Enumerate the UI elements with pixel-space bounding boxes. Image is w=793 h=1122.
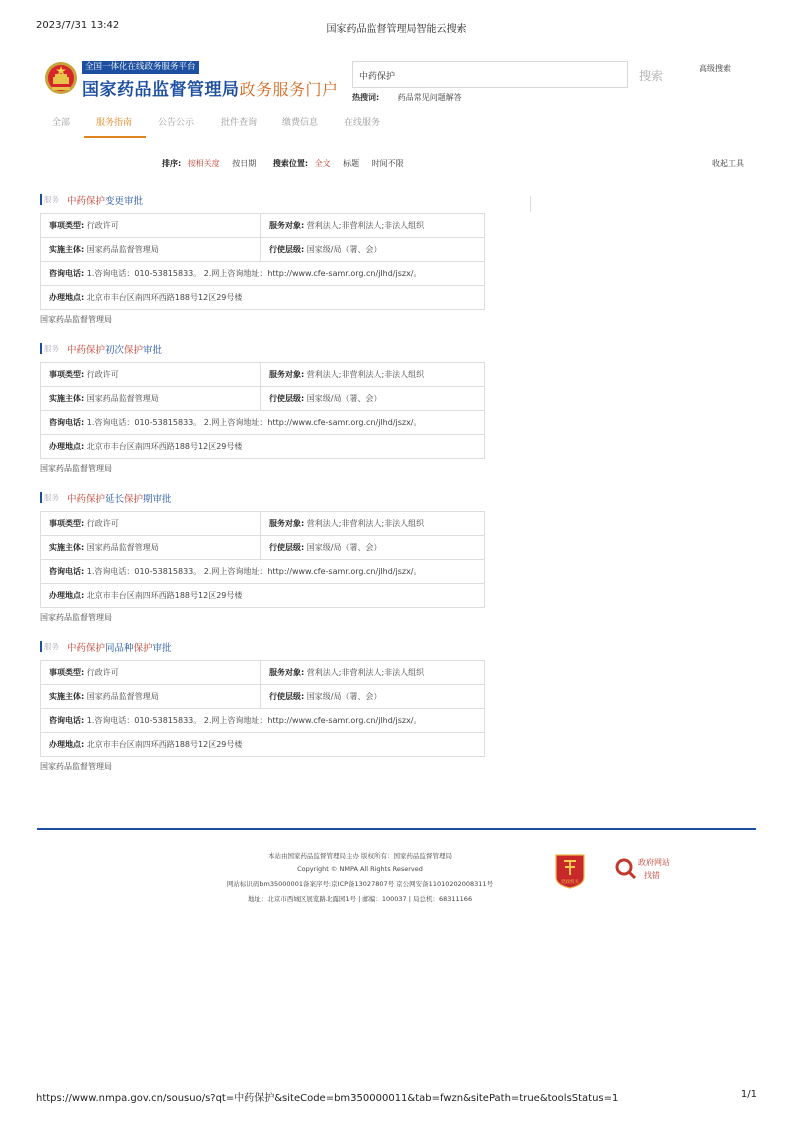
result-title-part: 中药保护 xyxy=(67,643,106,654)
result-item xyxy=(40,491,485,622)
matter-type-label: 事项类型: xyxy=(49,221,85,230)
table-row xyxy=(41,536,485,560)
result-type-tag: 服务 xyxy=(44,493,59,502)
tab-service-guide[interactable]: 服务指南 xyxy=(96,118,133,128)
result-title-link[interactable] xyxy=(67,640,172,654)
subject-cell xyxy=(41,238,261,261)
level-label: 行使层级: xyxy=(269,543,305,552)
service-target-cell xyxy=(261,363,485,386)
result-title-part: 同品种 xyxy=(105,643,134,654)
result-marker xyxy=(40,343,42,354)
subject-label: 实施主体: xyxy=(49,692,85,701)
position-title[interactable]: 标题 xyxy=(343,159,360,168)
advanced-search-link[interactable]: 高级搜索 xyxy=(699,64,731,73)
service-target-label: 服务对象: xyxy=(269,519,305,528)
sort-label: 排序: xyxy=(162,159,182,168)
result-title-part: 保护 xyxy=(133,643,153,654)
result-title-row xyxy=(40,640,485,654)
result-type-tag: 服务 xyxy=(44,344,59,353)
result-title-part: 保护 xyxy=(124,494,144,505)
result-title-link[interactable] xyxy=(67,193,143,207)
subject-value: 国家药品监督管理局 xyxy=(86,394,159,403)
result-item xyxy=(40,640,485,771)
address-label: 办理地点: xyxy=(49,293,85,302)
table-row xyxy=(41,435,485,459)
subject-value: 国家药品监督管理局 xyxy=(86,543,159,552)
address-cell xyxy=(41,435,485,458)
subject-value: 国家药品监督管理局 xyxy=(86,692,159,701)
print-page-title: 国家药品监督管理局智能云搜索 xyxy=(326,24,467,35)
party-government-badge-icon[interactable] xyxy=(554,853,586,889)
level-value: 国家级/局（署、会） xyxy=(306,245,382,254)
phone-cell xyxy=(41,709,485,732)
level-cell xyxy=(261,536,485,559)
service-target-cell xyxy=(261,512,485,535)
table-row xyxy=(41,286,485,310)
print-header xyxy=(36,20,757,34)
logo-name: 国家药品监督管理局 xyxy=(82,80,240,100)
result-detail-table xyxy=(40,213,485,310)
result-type-tag: 服务 xyxy=(44,195,59,204)
table-row xyxy=(41,512,485,536)
address-value: 北京市丰台区南四环西路188号12区29号楼 xyxy=(86,293,243,302)
service-target-cell xyxy=(261,661,485,684)
search-button[interactable]: 搜索 xyxy=(639,69,664,83)
tab-approval-query[interactable]: 批件查询 xyxy=(221,118,258,128)
service-target-label: 服务对象: xyxy=(269,668,305,677)
time-filter[interactable]: 时间不限 xyxy=(371,159,404,168)
footer-icp: 网站标识码bm35000001备案序号:京ICP备13027807号 京公网安备11010202008311号 xyxy=(226,880,494,888)
position-label: 搜索位置: xyxy=(272,159,309,168)
matter-type-cell xyxy=(41,363,261,386)
gov-site-error-link[interactable] xyxy=(614,855,678,883)
tab-payment-info[interactable]: 缴费信息 xyxy=(282,118,319,128)
result-title-part: 审批 xyxy=(152,643,172,654)
phone-label: 咨询电话: xyxy=(49,716,85,725)
result-source: 国家药品监督管理局 xyxy=(40,613,112,622)
result-title-link[interactable] xyxy=(67,491,172,505)
footer-sponsor: 本站由国家药品监督管理局主办 版权所有：国家药品监督管理局 xyxy=(267,852,453,860)
result-detail-table xyxy=(40,660,485,757)
level-value: 国家级/局（署、会） xyxy=(306,692,382,701)
result-title-part: 审批 xyxy=(143,345,163,356)
phone-label: 咨询电话: xyxy=(49,567,85,576)
service-target-value: 营利法人;非营利法人;非法人组织 xyxy=(306,668,425,677)
address-label: 办理地点: xyxy=(49,740,85,749)
result-title-row xyxy=(40,491,485,505)
result-marker xyxy=(40,641,42,652)
footer-address: 地址：北京市西城区展览路北露园1号 | 邮编：100037 | 局总机：68311166 xyxy=(247,895,473,903)
search-box xyxy=(352,61,628,88)
subject-label: 实施主体: xyxy=(49,245,85,254)
sort-by-date[interactable]: 按日期 xyxy=(232,159,257,168)
print-datetime: 2023/7/31 13:42 xyxy=(36,20,120,31)
phone-cell xyxy=(41,560,485,583)
table-row xyxy=(41,584,485,608)
subject-cell xyxy=(41,387,261,410)
subject-label: 实施主体: xyxy=(49,543,85,552)
result-title-part: 中药保护 xyxy=(67,494,106,505)
site-logo[interactable] xyxy=(44,58,344,100)
matter-type-label: 事项类型: xyxy=(49,668,85,677)
subject-value: 国家药品监督管理局 xyxy=(86,245,159,254)
phone-value: 1.咨询电话：010-53815833。 2.网上咨询地址：http://www.cfe-samr.org.cn/jlhd/jszx/。 xyxy=(86,716,422,725)
position-full-text[interactable]: 全文 xyxy=(314,159,331,168)
table-row xyxy=(41,387,485,411)
subject-cell xyxy=(41,685,261,708)
active-tab-indicator xyxy=(84,136,146,138)
collapse-tools-button[interactable]: 收起工具 xyxy=(712,159,744,168)
national-emblem-icon xyxy=(44,60,78,96)
service-target-label: 服务对象: xyxy=(269,221,305,230)
matter-type-label: 事项类型: xyxy=(49,370,85,379)
hot-search-label: 热搜词: xyxy=(352,93,380,102)
table-row xyxy=(41,363,485,387)
gov-error-title: 政府网站 xyxy=(638,858,670,867)
result-source: 国家药品监督管理局 xyxy=(40,762,112,771)
tab-announcements[interactable]: 公告公示 xyxy=(158,118,195,128)
level-label: 行使层级: xyxy=(269,692,305,701)
tab-online-service[interactable]: 在线服务 xyxy=(344,118,381,128)
phone-cell xyxy=(41,411,485,434)
level-cell xyxy=(261,685,485,708)
result-marker xyxy=(40,492,42,503)
table-row xyxy=(41,709,485,733)
result-title-part: 延长 xyxy=(105,494,125,505)
matter-type-cell xyxy=(41,214,261,237)
address-value: 北京市丰台区南四环西路188号12区29号楼 xyxy=(86,442,243,451)
subject-cell xyxy=(41,536,261,559)
table-row xyxy=(41,733,485,757)
matter-type-value: 行政许可 xyxy=(86,668,119,677)
divider xyxy=(530,196,531,212)
service-target-label: 服务对象: xyxy=(269,370,305,379)
logo-portal: 政务服务门户 xyxy=(239,80,339,99)
logo-title xyxy=(82,75,339,100)
result-title-part: 期审批 xyxy=(143,494,172,505)
footer-copyright: Copyright © NMPA All Rights Reserved xyxy=(297,865,423,873)
address-cell xyxy=(41,286,485,309)
level-label: 行使层级: xyxy=(269,245,305,254)
service-target-value: 营利法人;非营利法人;非法人组织 xyxy=(306,221,425,230)
level-value: 国家级/局（署、会） xyxy=(306,394,382,403)
level-value: 国家级/局（署、会） xyxy=(306,543,382,552)
filter-bar xyxy=(162,158,414,169)
result-title-row xyxy=(40,193,485,207)
matter-type-cell xyxy=(41,512,261,535)
phone-value: 1.咨询电话：010-53815833。 2.网上咨询地址：http://www.cfe-samr.org.cn/jlhd/jszx/。 xyxy=(86,269,422,278)
table-row xyxy=(41,685,485,709)
result-title-part: 初次 xyxy=(105,345,125,356)
result-detail-table xyxy=(40,362,485,459)
result-item xyxy=(40,342,485,473)
print-url: https://www.nmpa.gov.cn/sousuo/s?qt=中药保护&siteCode=bm350000011&tab=fwzn&sitePath=true&toolsStatus=1 xyxy=(36,1093,619,1104)
result-item xyxy=(40,193,485,324)
phone-label: 咨询电话: xyxy=(49,418,85,427)
matter-type-value: 行政许可 xyxy=(86,519,119,528)
badge-text: 党政机关 xyxy=(561,880,579,885)
search-input[interactable] xyxy=(359,67,619,83)
result-title-part: 变更审批 xyxy=(105,196,144,207)
matter-type-value: 行政许可 xyxy=(86,221,119,230)
table-row xyxy=(41,411,485,435)
matter-type-value: 行政许可 xyxy=(86,370,119,379)
level-cell xyxy=(261,387,485,410)
level-cell xyxy=(261,238,485,261)
address-value: 北京市丰台区南四环西路188号12区29号楼 xyxy=(86,740,243,749)
address-label: 办理地点: xyxy=(49,591,85,600)
result-title-part: 中药保护 xyxy=(67,345,106,356)
address-label: 办理地点: xyxy=(49,442,85,451)
service-target-value: 营利法人;非营利法人;非法人组织 xyxy=(306,370,425,379)
result-source: 国家药品监督管理局 xyxy=(40,464,112,473)
table-row xyxy=(41,214,485,238)
result-marker xyxy=(40,194,42,205)
result-title-row xyxy=(40,342,485,356)
phone-value: 1.咨询电话：010-53815833。 2.网上咨询地址：http://www.cfe-samr.org.cn/jlhd/jszx/。 xyxy=(86,567,422,576)
address-cell xyxy=(41,584,485,607)
hot-search-term[interactable]: 药品常见问题解答 xyxy=(397,93,462,102)
table-row xyxy=(41,238,485,262)
service-target-value: 营利法人;非营利法人;非法人组织 xyxy=(306,519,425,528)
table-row xyxy=(41,661,485,685)
address-cell xyxy=(41,733,485,756)
result-title-part: 中药保护 xyxy=(67,196,106,207)
hot-search xyxy=(352,92,462,103)
matter-type-cell xyxy=(41,661,261,684)
print-footer xyxy=(36,1089,757,1103)
phone-value: 1.咨询电话：010-53815833。 2.网上咨询地址：http://www.cfe-samr.org.cn/jlhd/jszx/。 xyxy=(86,418,422,427)
subject-label: 实施主体: xyxy=(49,394,85,403)
magnifier-icon xyxy=(614,857,636,879)
sort-by-relevance[interactable]: 按相关度 xyxy=(187,159,220,168)
address-value: 北京市丰台区南四环西路188号12区29号楼 xyxy=(86,591,243,600)
tab-all[interactable]: 全部 xyxy=(52,118,71,128)
footer-divider xyxy=(37,828,756,830)
table-row xyxy=(41,560,485,584)
phone-cell xyxy=(41,262,485,285)
logo-subtitle: 全国一体化在线政务服务平台 xyxy=(82,61,199,74)
print-page-count: 1/1 xyxy=(740,1089,757,1100)
result-title-part: 保护 xyxy=(124,345,144,356)
matter-type-label: 事项类型: xyxy=(49,519,85,528)
phone-label: 咨询电话: xyxy=(49,269,85,278)
table-row xyxy=(41,262,485,286)
level-label: 行使层级: xyxy=(269,394,305,403)
gov-error-subtitle: 找错 xyxy=(644,871,660,880)
result-detail-table xyxy=(40,511,485,608)
result-source: 国家药品监督管理局 xyxy=(40,315,112,324)
result-title-link[interactable] xyxy=(67,342,162,356)
service-target-cell xyxy=(261,214,485,237)
result-type-tag: 服务 xyxy=(44,642,59,651)
